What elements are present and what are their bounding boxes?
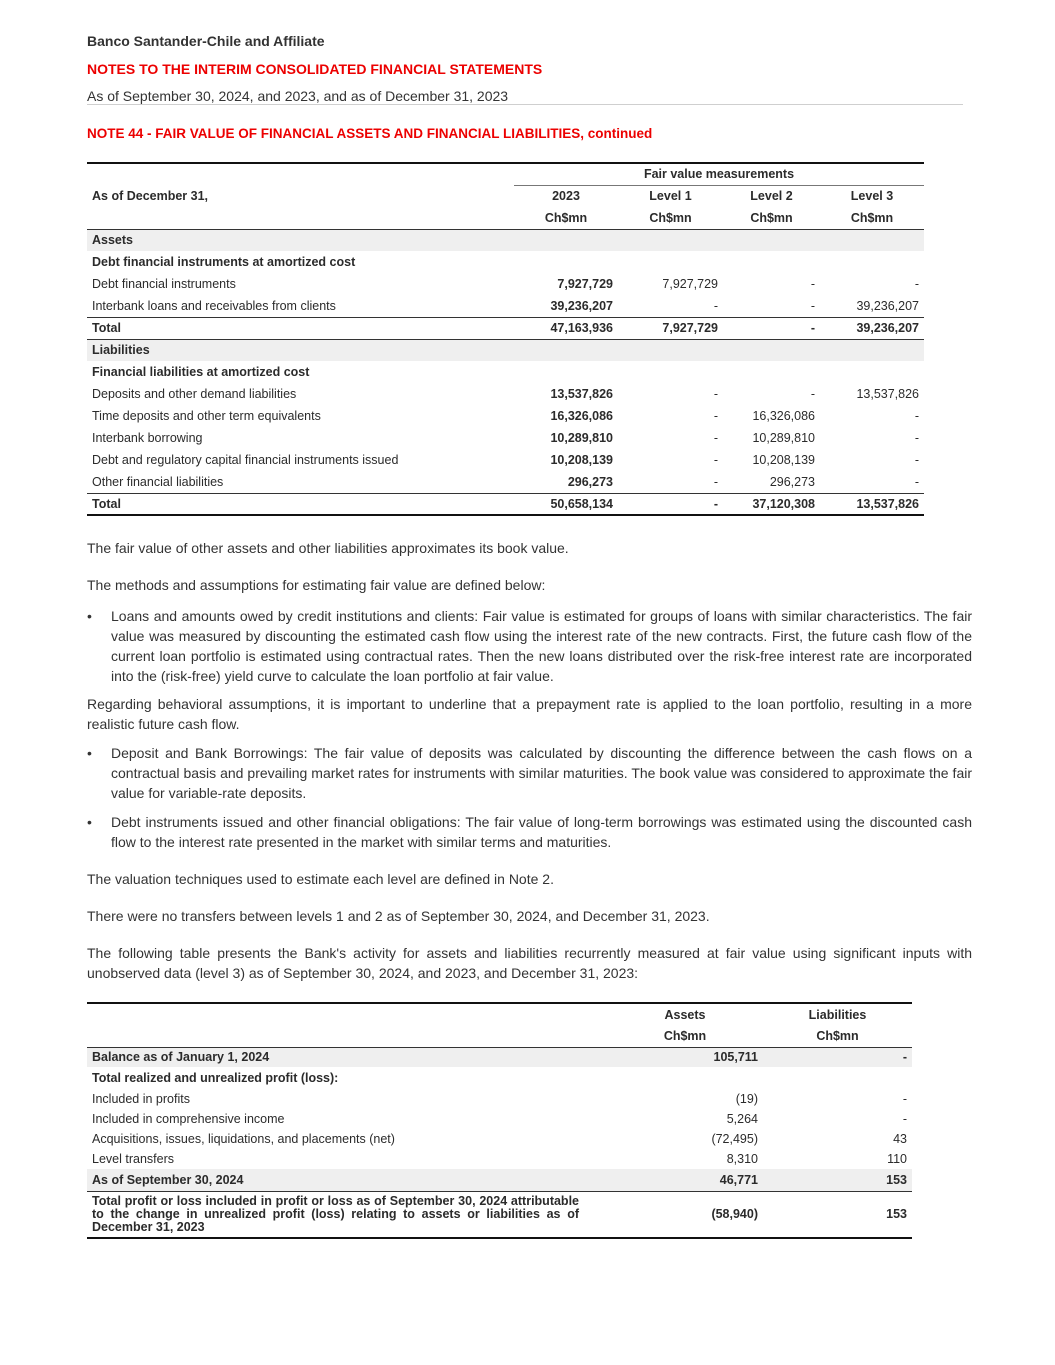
row-label: Liabilities: [87, 339, 514, 361]
cell-value: 105,711: [607, 1047, 763, 1067]
cell-value: 37,120,308: [723, 493, 820, 515]
cell-value: 153: [763, 1169, 912, 1191]
cell-value: 110: [887, 1152, 907, 1166]
unrealized-total-row: [87, 1191, 912, 1238]
row-label: Balance as of January 1, 2024: [87, 1047, 607, 1067]
cell-value: (58,940): [607, 1191, 763, 1238]
balance-row: [87, 1047, 912, 1067]
bullet-glyph: •: [87, 814, 92, 830]
bullet-glyph: •: [87, 608, 92, 624]
row-label: Total realized and unrealized profit (loss):: [92, 1071, 339, 1085]
header-blank: [87, 1003, 607, 1025]
total-row: [87, 493, 924, 515]
unit-blank: [87, 207, 514, 229]
table-row: [87, 449, 924, 471]
cell-value: -: [713, 431, 718, 445]
row-label: Debt financial instruments: [92, 277, 236, 291]
unit-blank: [87, 1025, 607, 1047]
row-label: Total: [87, 317, 514, 339]
col-header-assets: Assets: [664, 1007, 706, 1022]
cell-value: -: [713, 387, 718, 401]
cell-value: 10,208,139: [752, 453, 815, 467]
row-label: Other financial liabilities: [92, 474, 224, 489]
cell-value: 10,289,810: [550, 431, 613, 445]
cell-value: -: [914, 409, 919, 423]
unit-label: Ch$mn: [544, 210, 588, 225]
unit-label: Ch$mn: [816, 1028, 859, 1043]
period-end-row: [87, 1169, 912, 1191]
unit-label: Ch$mn: [750, 210, 793, 225]
cell-value: 7,927,729: [618, 317, 723, 339]
cell-value: 13,537,826: [856, 387, 919, 401]
table-row: [87, 405, 924, 427]
bullet-text: Loans and amounts owed by credit institutions and clients: Fair value is estimated for groups of loans with similar characteristics. The fair value was measured by discounting the estimated cash flow using the interest rate of the new contracts. First, the future cash flow of the current loan portfolio is estimated using contractual rates. Then the new loans distributed over the risk-free interest rate are incorporated into the (risk-free) yield curve to calculate the loan portfolio at fair value.: [111, 608, 972, 684]
cell-value: 43: [893, 1132, 907, 1146]
cell-value: 50,658,134: [514, 493, 618, 515]
bullet-item: [87, 743, 972, 803]
cell-value: 46,771: [607, 1169, 763, 1191]
row-label: Deposits and other demand liabilities: [92, 387, 297, 401]
table-row: [87, 427, 924, 449]
cell-value: -: [810, 277, 815, 291]
table-row: [87, 1149, 912, 1169]
table-row: [87, 295, 924, 317]
bullet-text: Debt instruments issued and other financial obligations: The fair value of long-term borrowings was estimated using the discounted cash flow to the interest rate presented in the market with similar terms and maturities.: [111, 814, 972, 850]
row-label: Included in comprehensive income: [92, 1112, 285, 1126]
paragraph: The methods and assumptions for estimating fair value are defined below:: [87, 577, 546, 593]
row-label: Debt financial instruments at amortized cost: [92, 255, 356, 269]
cell-value: -: [914, 453, 919, 467]
bullet-text: Deposit and Bank Borrowings: The fair value of deposits was calculated by discounting the difference between the cash flows on a contractual basis and prevailing market rates for instruments with similar maturities. The book value was considered to approximate the fair value for variable-rate deposits.: [111, 745, 972, 801]
cell-value: -: [713, 474, 718, 489]
level3-activity-table: [87, 1002, 912, 1239]
row-label: Time deposits and other term equivalents: [92, 409, 321, 423]
total-row: [87, 317, 924, 339]
cell-value: 8,310: [726, 1152, 758, 1166]
cell-value: -: [713, 409, 718, 423]
table-row: [87, 273, 924, 295]
row-label: Level transfers: [92, 1152, 174, 1166]
subsection-row: [87, 361, 924, 383]
company-name: Banco Santander-Chile and Affiliate: [87, 33, 325, 49]
header-blank: [87, 163, 514, 185]
unit-label: Ch$mn: [649, 210, 692, 225]
cell-value: 153: [763, 1191, 912, 1238]
paragraph: The following table presents the Bank's activity for assets and liabilities recurrently measured at fair value using significant inputs with unobserved data (level 3) as of September 30, 2024, and 2023, and December 31, 2023:: [87, 945, 972, 981]
row-label: Interbank borrowing: [92, 431, 203, 445]
cell-value: 47,163,936: [514, 317, 618, 339]
paragraph: The fair value of other assets and other liabilities approximates its book value.: [87, 540, 569, 556]
col-header-liabilities: Liabilities: [808, 1007, 867, 1022]
row-label: Financial liabilities at amortized cost: [92, 365, 310, 379]
row-label: Assets: [87, 229, 514, 251]
unit-label: Ch$mn: [850, 210, 894, 225]
bullet-item: [87, 606, 972, 686]
section-row-liabilities: [87, 339, 924, 361]
cell-value: -: [713, 298, 718, 313]
cell-value: -: [902, 1112, 907, 1126]
row-label: Included in profits: [92, 1092, 190, 1106]
cell-value: 7,927,729: [662, 277, 718, 291]
notes-title: NOTES TO THE INTERIM CONSOLIDATED FINANCIAL STATEMENTS: [87, 61, 543, 77]
bullet-glyph: •: [87, 745, 92, 761]
row-label: Total: [87, 493, 514, 515]
paragraph: There were no transfers between levels 1 and 2 as of September 30, 2024, and December 31, 2023.: [87, 908, 710, 924]
row-label: As of September 30, 2024: [87, 1169, 607, 1191]
row-label-header: As of December 31,: [92, 189, 209, 203]
cell-value: -: [902, 1092, 907, 1106]
cell-value: -: [618, 493, 723, 515]
cell-value: -: [723, 317, 820, 339]
cell-value: (19): [735, 1092, 758, 1106]
row-label: Acquisitions, issues, liquidations, and placements (net): [92, 1132, 395, 1146]
header-divider: [87, 104, 963, 105]
row-label: Debt and regulatory capital financial instruments issued: [92, 453, 399, 467]
cell-value: 16,326,086: [550, 409, 613, 423]
subsection-row: [87, 251, 924, 273]
cell-value: -: [914, 431, 919, 445]
fair-value-group-header: Fair value measurements: [514, 163, 924, 185]
cell-value: 5,264: [726, 1112, 758, 1126]
cell-value: -: [914, 277, 919, 291]
cell-value: 39,236,207: [820, 317, 924, 339]
cell-value: 13,537,826: [550, 387, 613, 401]
fair-value-table: [87, 162, 924, 516]
bullet-item: [87, 812, 972, 852]
col-header-level2: Level 2: [750, 189, 793, 204]
cell-value: 39,236,207: [550, 298, 613, 313]
document-page: [87, 30, 972, 1239]
paragraph: Regarding behavioral assumptions, it is important to underline that a prepayment rate is applied to the loan portfolio, resulting in a more realistic future cash flow.: [87, 696, 972, 732]
unit-label: Ch$mn: [663, 1028, 707, 1043]
cell-value: 296,273: [567, 474, 613, 489]
row-label: Interbank loans and receivables from clients: [92, 298, 336, 313]
cell-value: 39,236,207: [856, 298, 919, 313]
cell-value: (72,495): [711, 1132, 758, 1146]
paragraph: The valuation techniques used to estimate each level are defined in Note 2.: [87, 871, 554, 887]
col-header-2023: 2023: [552, 189, 580, 204]
cell-value: 10,208,139: [550, 453, 613, 467]
section-row-assets: [87, 229, 924, 251]
table-row: [87, 471, 924, 493]
col-header-level1: Level 1: [649, 189, 692, 204]
table-row: [87, 1089, 912, 1109]
period-line: As of September 30, 2024, and 2023, and as of December 31, 2023: [87, 88, 509, 104]
table-row: [87, 1109, 912, 1129]
cell-value: -: [914, 474, 919, 489]
cell-value: 7,927,729: [557, 277, 613, 291]
col-header-level3: Level 3: [850, 189, 894, 204]
cell-value: -: [810, 298, 815, 313]
cell-value: -: [810, 387, 815, 401]
cell-value: 296,273: [769, 474, 815, 489]
row-label: Total profit or loss included in profit or loss as of September 30, 2024 attributable to the change in unrealized profit (loss) relating to assets or liabilities as of December 31, 2023: [87, 1191, 607, 1238]
table-row: [87, 383, 924, 405]
cell-value: 13,537,826: [820, 493, 924, 515]
cell-value: 10,289,810: [752, 431, 815, 445]
cell-value: -: [763, 1047, 912, 1067]
cell-value: -: [713, 453, 718, 467]
subsection-row: [87, 1067, 912, 1089]
note-heading: NOTE 44 - FAIR VALUE OF FINANCIAL ASSETS AND FINANCIAL LIABILITIES, continued: [87, 126, 653, 141]
cell-value: 16,326,086: [752, 409, 815, 423]
table-row: [87, 1129, 912, 1149]
